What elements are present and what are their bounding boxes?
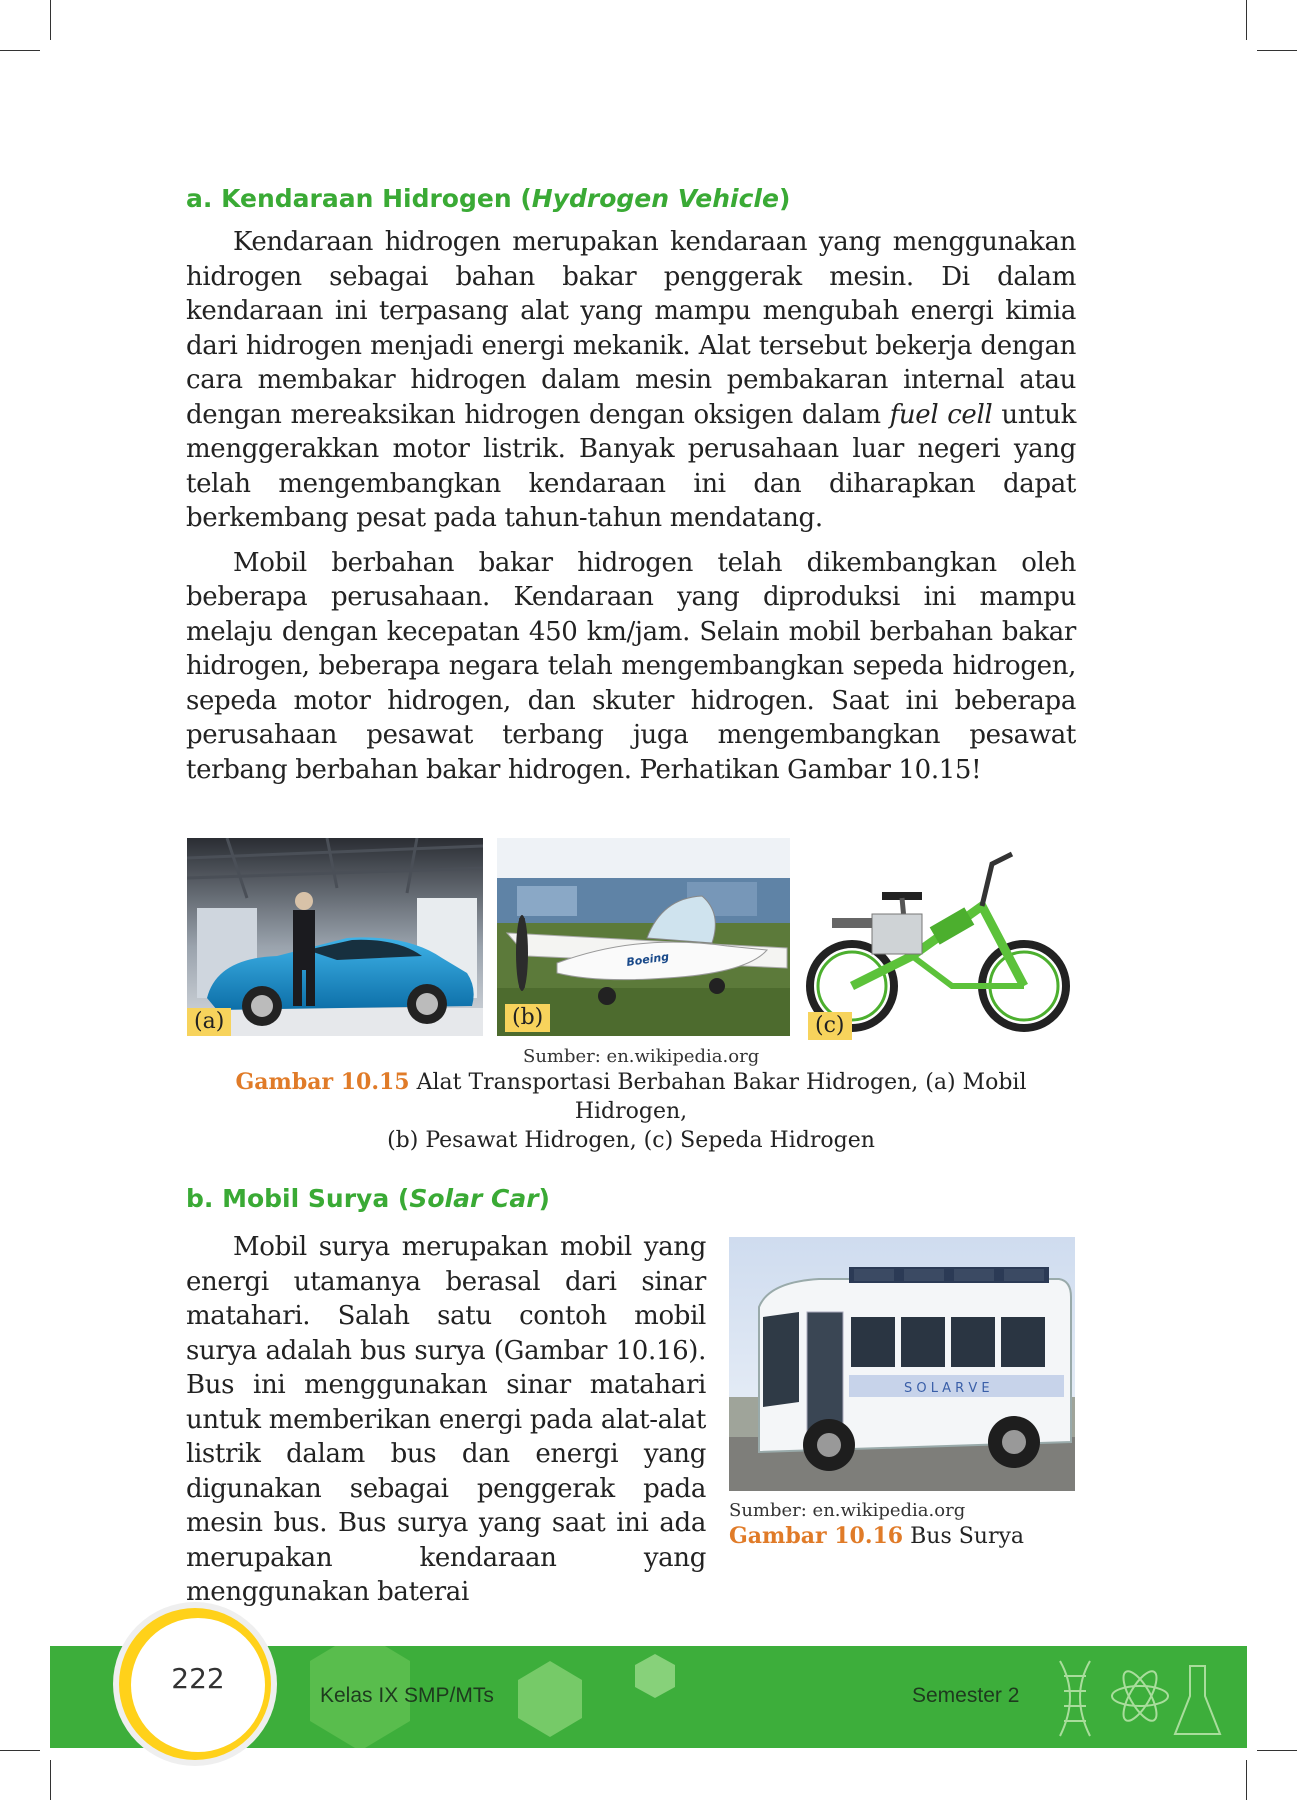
figure-10-16-caption: Gambar 10.16 Bus Surya: [729, 1523, 1025, 1549]
crop-mark: [1257, 50, 1297, 51]
section-a-paragraph-2: Mobil berbahan bakar hidrogen telah dikembangkan oleh beberapa perusahaan. Kendaraan yang diproduksi ini mampu melaju dengan kecepatan 450 km/jam. Selain mobil berbahan bakar hidrogen, beberapa negara telah mengembangkan sepeda hidrogen, sepeda motor hidrogen, dan skuter hidrogen. Saat ini beberapa perusahaan pesawat terbang juga mengembangkan pesawat terbang berbahan bakar hidrogen. Perhatikan Gambar 10.15!: [186, 547, 1076, 785]
footer-semester-label: Semester 2: [912, 1684, 1020, 1707]
section-a-body: [186, 225, 1076, 787]
figure-label-a: (a): [187, 1008, 231, 1036]
crop-mark: [1246, 0, 1247, 40]
figure-10-15-source: Sumber: en.wikipedia.org: [523, 1046, 760, 1067]
figure-label-c: (c): [808, 1012, 852, 1040]
science-icons-decoration-icon: [1050, 1656, 1240, 1741]
crop-mark: [1257, 1750, 1297, 1751]
crop-mark: [0, 1750, 40, 1751]
crop-mark: [1246, 1760, 1247, 1800]
figure-10-16-label: Gambar 10.16: [729, 1523, 904, 1549]
figure-10-15-label: Gambar 10.15: [235, 1069, 410, 1095]
solar-bus-image: [729, 1237, 1075, 1491]
section-b-paragraph-1: Mobil surya merupakan mobil yang energi utamanya berasal dari sinar matahari. Salah satu contoh mobil surya adalah bus surya (Gambar 10.16). Bus ini menggunakan sinar matahari untuk memberikan energi pada alat-alat listrik dalam bus dan energi yang digunakan sebagai penggerak pada mesin bus. Bus surya yang saat ini ada merupakan kendaraan yang menggunakan baterai: [186, 1232, 706, 1607]
crop-mark: [50, 0, 51, 40]
figure-10-16-source: Sumber: en.wikipedia.org: [729, 1500, 966, 1521]
hydrogen-car-image: [187, 838, 483, 1036]
section-a-heading: a. Kendaraan Hidrogen (Hydrogen Vehicle): [186, 184, 791, 213]
figure-10-15-caption: [186, 1068, 1076, 1155]
hydrogen-plane-image: [497, 838, 790, 1036]
hydrogen-bicycle-image: [802, 836, 1077, 1040]
section-a-paragraph-1: Kendaraan hidrogen merupakan kendaraan yang menggunakan hidrogen sebagai bahan bakar penggerak mesin. Di dalam kendaraan ini terpasang alat yang mampu mengubah energi kimia dari hidrogen menjadi energi mekanik. Alat tersebut bekerja dengan cara membakar hidrogen dalam mesin pembakaran internal atau dengan mereaksikan hidrogen dengan oksigen dalam fuel cell untuk menggerakkan motor listrik. Banyak perusahaan luar negeri yang telah mengembangkan kendaraan ini dan diharapkan dapat berkembang pesat pada tahun-tahun mendatang.: [186, 227, 1077, 533]
svg-text:Boeing: Boeing: [625, 950, 670, 969]
page-number-circle: [131, 1618, 265, 1752]
section-b-heading: b. Mobil Surya (Solar Car): [186, 1184, 550, 1213]
figure-label-b: (b): [505, 1004, 550, 1032]
bus-logo-text: S O L A R V E: [904, 1381, 990, 1396]
hexagon-decoration-icon: [630, 1651, 680, 1701]
hexagon-decoration-icon: [510, 1656, 590, 1746]
footer-class-label: Kelas IX SMP/MTs: [320, 1684, 494, 1707]
figure-10-15-caption-line-2: (b) Pesawat Hidrogen, (c) Sepeda Hidrogen: [387, 1128, 875, 1153]
section-b-body: [186, 1230, 706, 1610]
crop-mark: [0, 50, 40, 51]
page-number-badge: [119, 1608, 271, 1760]
page-number: 222: [171, 1662, 225, 1695]
crop-mark: [50, 1760, 51, 1800]
figure-10-15-caption-line-1: Gambar 10.15 Alat Transportasi Berbahan Bakar Hidrogen, (a) Mobil Hidrogen,: [235, 1069, 1027, 1124]
